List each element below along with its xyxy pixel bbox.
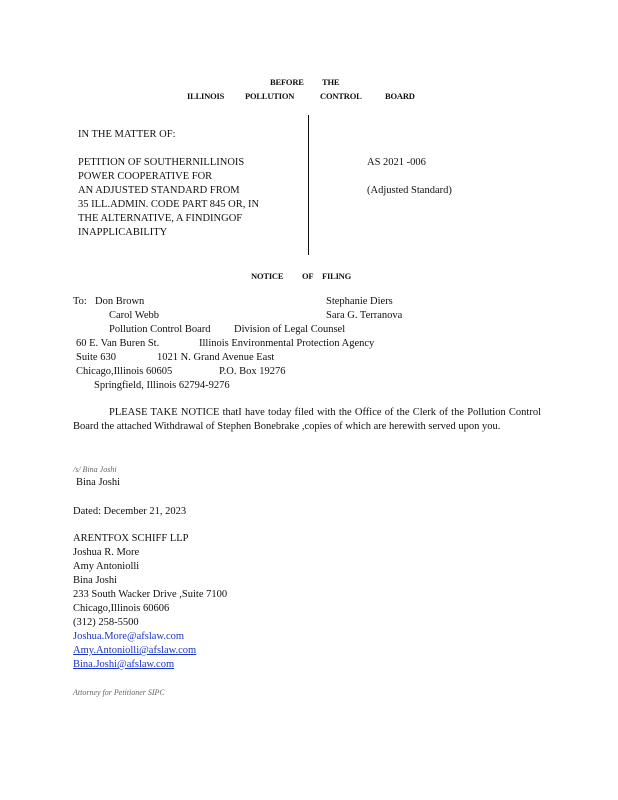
caption-line: POWER COOPERATIVE FOR [78, 171, 213, 182]
signature-script: /s/ Bina Joshi [73, 465, 117, 474]
recipient-name: Carol Webb [109, 310, 159, 321]
address-line: Illinois Environmental Protection Agency [199, 338, 375, 349]
caption-divider [308, 115, 309, 255]
email-link[interactable]: Joshua.More@afslaw.com [73, 631, 185, 642]
caption-line: THE ALTERNATIVE, A FINDINGOF [78, 213, 243, 224]
signature-name: Bina Joshi [76, 477, 121, 488]
notice-title-filing: FILING [322, 271, 352, 281]
caption-line: AN ADJUSTED STANDARD FROM [78, 185, 240, 196]
address-line: Chicago,Illinois 60605 [76, 366, 173, 377]
dated-line: Dated: December 21, 2023 [73, 506, 187, 517]
notice-body: PLEASE TAKE NOTICE thatI have today filed with the Office of the Clerk of the Pollution Control Board the attached Withdrawal of Stephen Bonebrake ,copies of which are herewith served upon you. [73, 407, 541, 432]
recipient-name: Don Brown [95, 296, 145, 307]
firm-city: Chicago,Illinois 60606 [73, 603, 170, 614]
recipient-name: Stephanie Diers [326, 296, 393, 307]
address-line: 60 E. Van Buren St. [76, 338, 160, 349]
header-before: BEFORE [270, 77, 304, 87]
header-the: THE [322, 77, 340, 87]
address-line: P.O. Box 19276 [219, 366, 286, 377]
case-type: (Adjusted Standard) [367, 185, 452, 196]
address-line: 1021 N. Grand Avenue East [157, 352, 275, 363]
firm-address: 233 South Wacker Drive ,Suite 7100 [73, 589, 228, 600]
attorney-name: Amy Antoniolli [73, 561, 140, 572]
address-line: Springfield, Illinois 62794-9276 [94, 380, 230, 391]
firm-phone: (312) 258-5500 [73, 617, 139, 628]
recipient-name: Sara G. Terranova [326, 310, 403, 321]
to-label: To: [73, 296, 87, 307]
header-control: CONTROL [320, 91, 362, 101]
attorney-name: Joshua R. More [73, 547, 140, 558]
address-line: Suite 630 [76, 352, 116, 363]
header-pollution: POLLUTION [245, 91, 295, 101]
attorney-role: Attorney for Petitioner SIPC [73, 688, 165, 697]
caption-line: INAPPLICABILITY [78, 227, 168, 238]
email-link[interactable]: Bina.Joshi@afslaw.com [73, 659, 175, 670]
notice-title-notice: NOTICE [251, 271, 284, 281]
header-board: BOARD [385, 91, 415, 101]
header-illinois: ILLINOIS [187, 91, 225, 101]
in-the-matter: IN THE MATTER OF: [78, 129, 176, 140]
caption-line: PETITION OF SOUTHERNILLINOIS [78, 157, 245, 168]
firm-name: ARENTFOX SCHIFF LLP [73, 533, 189, 544]
caption-line: 35 ILL.ADMIN. CODE PART 845 OR, IN [78, 199, 260, 210]
email-link[interactable]: Amy.Antoniolli@afslaw.com [73, 645, 197, 656]
recipient-office: Division of Legal Counsel [234, 324, 346, 335]
recipient-office: Pollution Control Board [109, 324, 211, 335]
notice-title-of: OF [302, 271, 314, 281]
attorney-name: Bina Joshi [73, 575, 118, 586]
case-number: AS 2021 -006 [367, 157, 426, 168]
